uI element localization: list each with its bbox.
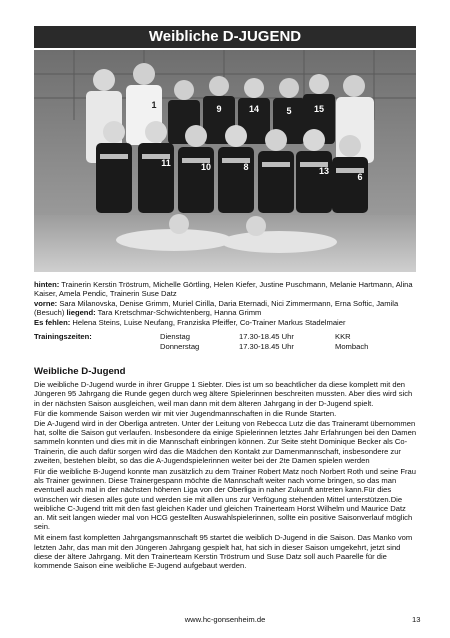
- page-title: Weibliche D-JUGEND: [148, 28, 302, 45]
- jersey-number: 10: [200, 162, 212, 172]
- caption-vorne-text: Sara Milanovska, Denise Grimm, Muriel Cirilla, Daria Eternadi, Nici Zimmermann, Erna Softic, Jamila (Besuch): [34, 298, 399, 318]
- caption-vorne: [34, 299, 416, 318]
- training-day: Dienstag: [160, 332, 190, 341]
- article-paragraph: Die A-Jugend wird in der Oberliga antreten. Unter der Leitung von Rebecca Lutz die das Traineramt übernommen hat, sollte die Saison gut verlaufen. Insbesondere da einige Spielerinnen letztes Jahr Erfahrungen bei den Damen sammeln konnten und dies mit in die Mannschaft einbringen können. Zur Seite steht Dominique Becker als Co-Trainerin, die auch dafür sorgen wird das die Mädchen den Kontakt zur Damenmannschaft, insbesondere zur zweiten, bestehen bleibt, so das die A-Jugendspielerinnen weiter bei der 2te Damen spielen werden: [34, 418, 417, 465]
- caption-fehlen-text: Helena Steins, Luise Neufang, Franziska Pfeiffer, Co-Trainer Markus Stadelmaier: [70, 317, 346, 327]
- article-heading: Weibliche D-Jugend: [34, 366, 126, 377]
- caption-hinten-text: Trainerin Kerstin Tröstrum, Michelle Görtling, Helen Kiefer, Justine Puschmann, Melanie Hartmann, Alina Kaiser, Amela Pendic, Trainerin Suse Datz: [34, 280, 413, 299]
- caption-liegend-label: liegend:: [66, 308, 96, 318]
- team-photo: [34, 50, 416, 272]
- training-label: Trainingszeiten:: [34, 332, 92, 341]
- training-day: Donnerstag: [160, 341, 200, 351]
- article-paragraph: Für die weibliche B-Jugend konnte man zusätzlich zu dem Trainer Robert Matz noch Norbert Roth und seine Frau als Trainer gewinnen. Diese Trainergespann möchte die Mannschaft weiter nach vorne bringen, so das man eventuell auch mal in der nächsten höheren Liga von der Oberliga in naher Zukunft antreten kann.Für dies wünschen wir diesen alles gute und werden sie mit allen uns zur Verfügung stehenden Mittel unterstützen.Die weibliche C-Jugend tritt mit den fast gleichen Kader und gleichen Trainerteam Horst Wilhelm und Maurice Datz an. Mit seit langen wieder mal von HCG gestellten Auswahlspielerinnen, sollte ein positive Saisonverlauf möglich sein.: [34, 466, 416, 532]
- article-paragraph: Mit einem fast kompletten Jahrgangsmannschaft 95 startet die weiblich D-Jugend in die Saison. Das Manko vom letzten Jahr, das man mit den Jüngeren Jahrgang gespielt hat, hat sich in dieser Saison umgekehrt, jetzt sind diese der ältere Jahrgang. Mit den Trainerteam Kerstin Tröstrum und Suse Datz soll auch Paarelle für die kommende Saison eine weibliche E-Jugend aufgebaut werden.: [34, 533, 413, 571]
- article-paragraph: Die weibliche D-Jugend wurde in ihrer Gruppe 1 Siebter. Dies ist um so beachtlicher da diese komplett mit den Jüngeren 95 Jahrgang die Runde gegen durch weg ältere Spielerinnen beschreiten mussten. Aber dies wird sich in der nächsten Saison ausgleichen, weil man dann mit dem älteren Jahrgang in der D-Jugend spielt.: [34, 380, 413, 408]
- jersey-number: 8: [243, 162, 249, 172]
- caption-hinten: [34, 280, 416, 299]
- training-place: Mombach: [335, 341, 369, 351]
- caption-fehlen-label: Es fehlen:: [34, 317, 71, 327]
- jersey-number: 15: [313, 104, 325, 114]
- training-place: KKR: [335, 332, 351, 341]
- team-photo-image: [34, 50, 416, 272]
- jersey-number: 5: [286, 106, 292, 116]
- article-paragraph: Für die kommende Saison werden wir mit vier Jugendmannschaften in die Runde Starten.: [34, 409, 337, 419]
- jersey-number: 6: [357, 172, 363, 182]
- caption-hinten-label: hinten:: [34, 280, 60, 289]
- jersey-number: 13: [318, 166, 330, 176]
- caption-fehlen: [34, 318, 416, 327]
- article-body: [34, 380, 418, 572]
- caption-liegend-text: Tara Kretschmar-Schwichtenberg, Hanna Grimm: [95, 308, 262, 318]
- training-time: 17.30-18.45 Uhr: [239, 341, 294, 351]
- caption-vorne-label: vorne:: [34, 298, 58, 308]
- jersey-number: 14: [248, 104, 260, 114]
- footer-url: www.hc-gonsenheim.de: [184, 615, 266, 624]
- jersey-number: 1: [151, 100, 157, 110]
- jersey-number: 9: [216, 104, 222, 114]
- photo-caption: [34, 280, 416, 327]
- page-number: 13: [412, 615, 421, 624]
- page-title-banner: [34, 26, 416, 48]
- jersey-number: 11: [161, 158, 171, 168]
- training-time: 17.30-18.45 Uhr: [239, 332, 294, 341]
